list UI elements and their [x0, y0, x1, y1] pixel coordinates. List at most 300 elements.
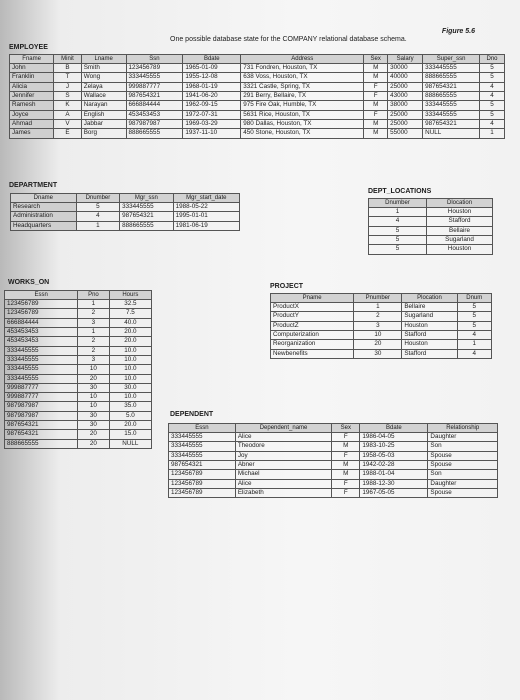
table-cell: M [364, 64, 388, 73]
table-cell: M [364, 119, 388, 128]
table-row [271, 303, 492, 312]
table-cell: ProductX [271, 303, 354, 312]
table-cell: 10.0 [109, 346, 151, 355]
table-cell: 1 [78, 328, 109, 337]
table-cell: 1937-11-10 [183, 129, 241, 138]
table-row [169, 488, 498, 497]
table-cell: 20.0 [109, 421, 151, 430]
table-cell: Daughter [428, 433, 498, 442]
table-cell: 123456789 [169, 470, 236, 479]
table-cell: Computerization [271, 331, 354, 340]
table-cell: F [364, 110, 388, 119]
table-row [5, 383, 152, 392]
table-row [10, 82, 505, 91]
table-cell: 1 [457, 340, 491, 349]
table-row [5, 309, 152, 318]
table-cell: 1995-01-01 [173, 212, 239, 221]
table-cell: 666884444 [126, 101, 183, 110]
table-cell: Alicia [10, 82, 54, 91]
table-cell: 987654321 [126, 92, 183, 101]
column-header: Dno [480, 55, 505, 64]
table-cell: M [364, 73, 388, 82]
table-cell: 25000 [388, 110, 423, 119]
table-cell: 2 [78, 346, 109, 355]
table-cell: English [81, 110, 126, 119]
table-cell: 32.5 [109, 300, 151, 309]
table-cell: 888665555 [120, 221, 173, 230]
table-cell: Newbenefits [271, 349, 354, 358]
table-cell: Joyce [10, 110, 54, 119]
table-cell: Ramesh [10, 101, 54, 110]
project-table [270, 293, 492, 359]
table-cell: Sugarland [402, 312, 457, 321]
table-cell: Borg [81, 129, 126, 138]
table-cell: Spouse [428, 488, 498, 497]
table-cell: A [54, 110, 81, 119]
column-header: Essn [5, 291, 78, 300]
table-cell: 4 [480, 119, 505, 128]
figure-label: Figure 5.6 [441, 28, 475, 35]
table-row [5, 355, 152, 364]
table-cell: Alice [235, 479, 331, 488]
table-cell: 40.0 [109, 318, 151, 327]
table-cell: 5 [369, 236, 427, 245]
table-cell: B [54, 64, 81, 73]
table-cell: 3 [78, 318, 109, 327]
table-cell: F [332, 433, 360, 442]
column-header: Pname [271, 294, 354, 303]
table-row [5, 337, 152, 346]
table-cell: 333445555 [5, 346, 78, 355]
column-header: Sex [364, 55, 388, 64]
table-row [169, 470, 498, 479]
table-cell: 1965-01-09 [183, 64, 241, 73]
table-cell: Headquarters [11, 221, 77, 230]
table-cell: F [332, 488, 360, 497]
column-header: Relationship [428, 424, 498, 433]
table-cell: 1988-12-30 [360, 479, 428, 488]
column-header: Sex [332, 424, 360, 433]
table-row [271, 312, 492, 321]
table-cell: 20 [78, 374, 109, 383]
table-cell: 888665555 [423, 92, 480, 101]
table-cell: Research [11, 203, 77, 212]
table-cell: NULL [423, 129, 480, 138]
table-row [5, 374, 152, 383]
table-cell: 5631 Rice, Houston, TX [241, 110, 364, 119]
table-row [5, 328, 152, 337]
table-cell: 1942-02-28 [360, 461, 428, 470]
table-row [5, 346, 152, 355]
table-cell: 3 [78, 355, 109, 364]
table-cell: 999887777 [126, 82, 183, 91]
table-cell: 1969-03-29 [183, 119, 241, 128]
table-row [5, 318, 152, 327]
table-cell: 333445555 [423, 64, 480, 73]
table-cell: 1962-09-15 [183, 101, 241, 110]
column-header: Mgr_start_date [173, 194, 239, 203]
table-row [10, 129, 505, 138]
table-cell: 453453453 [5, 328, 78, 337]
table-cell: Joy [235, 451, 331, 460]
table-cell: Houston [402, 340, 457, 349]
table-cell: Narayan [81, 101, 126, 110]
table-cell: 1 [354, 303, 402, 312]
column-header: Dnumber [76, 194, 119, 203]
table-cell: F [364, 92, 388, 101]
column-header: Salary [388, 55, 423, 64]
header-row [10, 55, 505, 64]
table-cell: M [364, 129, 388, 138]
table-row [10, 101, 505, 110]
table-cell: 123456789 [5, 309, 78, 318]
table-cell: 5 [480, 64, 505, 73]
table-cell: M [332, 461, 360, 470]
column-header: Dependent_name [235, 424, 331, 433]
table-row [5, 300, 152, 309]
table-cell: 987987987 [5, 411, 78, 420]
table-row [169, 451, 498, 460]
table-cell: M [332, 470, 360, 479]
table-cell: Bellaire [402, 303, 457, 312]
table-cell: 10.0 [109, 393, 151, 402]
table-row [5, 402, 152, 411]
table-cell: F [332, 451, 360, 460]
table-cell: 638 Voss, Houston, TX [241, 73, 364, 82]
table-cell: 1 [369, 208, 427, 217]
table-row [5, 430, 152, 439]
table-cell: 38000 [388, 101, 423, 110]
table-cell: 5 [369, 245, 427, 254]
table-cell: 30.0 [109, 383, 151, 392]
table-cell: Stafford [402, 349, 457, 358]
table-cell: Jabbar [81, 119, 126, 128]
table-row [10, 73, 505, 82]
table-cell: S [54, 92, 81, 101]
table-cell: 2 [78, 309, 109, 318]
table-cell: 20.0 [109, 337, 151, 346]
table-cell: Wallace [81, 92, 126, 101]
table-cell: Houston [427, 245, 493, 254]
department-table [10, 193, 240, 231]
table-cell: 15.0 [109, 430, 151, 439]
table-cell: 10 [78, 365, 109, 374]
column-header: Bdate [183, 55, 241, 64]
table-cell: 987654321 [169, 461, 236, 470]
column-header: Minit [54, 55, 81, 64]
table-cell: 4 [480, 82, 505, 91]
column-header: Plocation [402, 294, 457, 303]
table-cell: ProductZ [271, 321, 354, 330]
table-row [169, 442, 498, 451]
table-cell: Houston [402, 321, 457, 330]
header-row [271, 294, 492, 303]
table-row [10, 64, 505, 73]
table-cell: 1983-10-25 [360, 442, 428, 451]
table-cell: Houston [427, 208, 493, 217]
table-cell: Spouse [428, 461, 498, 470]
header-row [5, 291, 152, 300]
table-cell: 5 [76, 203, 119, 212]
table-cell: 333445555 [120, 203, 173, 212]
table-cell: V [54, 119, 81, 128]
table-cell: 1 [78, 300, 109, 309]
table-cell: 333445555 [5, 365, 78, 374]
employee-title: EMPLOYEE [9, 44, 48, 51]
table-cell: 7.5 [109, 309, 151, 318]
table-row [5, 439, 152, 448]
table-cell: 987654321 [120, 212, 173, 221]
table-cell: 333445555 [169, 442, 236, 451]
table-cell: 25000 [388, 82, 423, 91]
table-cell: 5 [480, 101, 505, 110]
dependent-title: DEPENDENT [170, 411, 214, 418]
column-header: Pno [78, 291, 109, 300]
project-title: PROJECT [270, 283, 304, 290]
table-row [271, 331, 492, 340]
column-header: Mgr_ssn [120, 194, 173, 203]
table-cell: Stafford [402, 331, 457, 340]
column-header: Super_ssn [423, 55, 480, 64]
column-header: Dname [11, 194, 77, 203]
works-on-title: WORKS_ON [8, 279, 50, 286]
table-cell: 5 [369, 226, 427, 235]
table-cell: 888665555 [5, 439, 78, 448]
table-cell: 453453453 [126, 110, 183, 119]
table-cell: 666884444 [5, 318, 78, 327]
table-cell: 25000 [388, 119, 423, 128]
table-row [5, 365, 152, 374]
table-cell: NULL [109, 439, 151, 448]
column-header: Dnum [457, 294, 491, 303]
table-cell: Franklin [10, 73, 54, 82]
table-row [369, 217, 493, 226]
table-cell: 987654321 [423, 119, 480, 128]
dept-locations-table [368, 198, 493, 255]
table-cell: Reorganization [271, 340, 354, 349]
table-cell: 2 [354, 312, 402, 321]
table-cell: 987987987 [5, 402, 78, 411]
table-cell: 10 [354, 331, 402, 340]
table-cell: 1967-05-05 [360, 488, 428, 497]
table-cell: 10 [78, 402, 109, 411]
table-cell: Theodore [235, 442, 331, 451]
table-cell: 30 [78, 383, 109, 392]
table-cell: 333445555 [5, 355, 78, 364]
table-cell: 43000 [388, 92, 423, 101]
table-cell: J [54, 82, 81, 91]
table-row [271, 321, 492, 330]
table-cell: Daughter [428, 479, 498, 488]
table-row [369, 208, 493, 217]
table-cell: 888665555 [126, 129, 183, 138]
table-cell: 1 [480, 129, 505, 138]
table-cell: 1988-01-04 [360, 470, 428, 479]
table-cell: M [364, 101, 388, 110]
table-cell: 20.0 [109, 328, 151, 337]
table-row [369, 226, 493, 235]
table-cell: 291 Berry, Bellaire, TX [241, 92, 364, 101]
table-cell: Bellaire [427, 226, 493, 235]
table-cell: Alice [235, 433, 331, 442]
column-header: Fname [10, 55, 54, 64]
table-cell: F [364, 82, 388, 91]
table-cell: 30 [78, 411, 109, 420]
table-cell: Stafford [427, 217, 493, 226]
table-cell: 5 [457, 303, 491, 312]
table-cell: 1955-12-08 [183, 73, 241, 82]
table-cell: 333445555 [126, 73, 183, 82]
table-row [271, 349, 492, 358]
table-cell: 987654321 [5, 430, 78, 439]
table-row [10, 119, 505, 128]
employee-table [9, 54, 505, 139]
table-cell: 987654321 [423, 82, 480, 91]
table-row [271, 340, 492, 349]
table-cell: 30 [354, 349, 402, 358]
table-cell: K [54, 101, 81, 110]
table-row [11, 203, 240, 212]
table-row [10, 92, 505, 101]
table-cell: Spouse [428, 451, 498, 460]
table-cell: 3321 Castle, Spring, TX [241, 82, 364, 91]
table-cell: 55000 [388, 129, 423, 138]
table-row [5, 393, 152, 402]
table-cell: John [10, 64, 54, 73]
table-cell: 5.0 [109, 411, 151, 420]
table-cell: E [54, 129, 81, 138]
dependent-table [168, 423, 498, 498]
table-cell: 333445555 [169, 433, 236, 442]
figure-caption: One possible database state for the COMPANY relational database schema. [170, 36, 407, 43]
table-cell: 10 [78, 393, 109, 402]
table-cell: Zelaya [81, 82, 126, 91]
table-cell: 975 Fire Oak, Humble, TX [241, 101, 364, 110]
table-cell: 5 [457, 312, 491, 321]
column-header: Lname [81, 55, 126, 64]
table-cell: 4 [369, 217, 427, 226]
table-cell: 987987987 [126, 119, 183, 128]
column-header: Dlocation [427, 199, 493, 208]
table-cell: Wong [81, 73, 126, 82]
column-header: Hours [109, 291, 151, 300]
table-cell: Sugarland [427, 236, 493, 245]
table-cell: Ahmad [10, 119, 54, 128]
table-cell: 35.0 [109, 402, 151, 411]
table-cell: 5 [457, 321, 491, 330]
table-row [11, 212, 240, 221]
table-row [5, 411, 152, 420]
table-cell: 4 [480, 92, 505, 101]
table-cell: 123456789 [5, 300, 78, 309]
table-cell: 1941-06-20 [183, 92, 241, 101]
table-cell: 30 [78, 421, 109, 430]
table-cell: T [54, 73, 81, 82]
table-cell: 30000 [388, 64, 423, 73]
table-cell: 123456789 [169, 479, 236, 488]
department-title: DEPARTMENT [9, 182, 58, 189]
table-cell: 450 Stone, Houston, TX [241, 129, 364, 138]
table-cell: 10.0 [109, 355, 151, 364]
table-cell: Michael [235, 470, 331, 479]
table-row [11, 221, 240, 230]
table-cell: Abner [235, 461, 331, 470]
table-cell: 1988-05-22 [173, 203, 239, 212]
table-cell: 1 [76, 221, 119, 230]
table-cell: 1986-04-05 [360, 433, 428, 442]
table-cell: 999887777 [5, 383, 78, 392]
table-cell: 4 [76, 212, 119, 221]
table-cell: 731 Fondren, Houston, TX [241, 64, 364, 73]
table-cell: M [332, 442, 360, 451]
table-cell: 980 Dallas, Houston, TX [241, 119, 364, 128]
table-cell: 333445555 [423, 110, 480, 119]
column-header: Pnumber [354, 294, 402, 303]
table-cell: 4 [457, 331, 491, 340]
table-row [369, 236, 493, 245]
table-row [369, 245, 493, 254]
table-row [169, 433, 498, 442]
table-cell: 333445555 [169, 451, 236, 460]
table-cell: 20 [78, 430, 109, 439]
table-cell: Elizabeth [235, 488, 331, 497]
table-cell: Son [428, 442, 498, 451]
table-cell: 2 [78, 337, 109, 346]
column-header: Address [241, 55, 364, 64]
table-cell: F [332, 479, 360, 488]
table-cell: Smith [81, 64, 126, 73]
table-cell: 40000 [388, 73, 423, 82]
table-cell: 987654321 [5, 421, 78, 430]
header-row [11, 194, 240, 203]
column-header: Dnumber [369, 199, 427, 208]
table-cell: 20 [78, 439, 109, 448]
table-cell: 1968-01-19 [183, 82, 241, 91]
table-row [169, 479, 498, 488]
table-cell: 20 [354, 340, 402, 349]
table-cell: 888665555 [423, 73, 480, 82]
table-cell: 1958-05-03 [360, 451, 428, 460]
table-cell: ProductY [271, 312, 354, 321]
table-cell: 123456789 [169, 488, 236, 497]
column-header: Bdate [360, 424, 428, 433]
header-row [369, 199, 493, 208]
table-cell: 3 [354, 321, 402, 330]
table-cell: Jennifer [10, 92, 54, 101]
table-cell: 1972-07-31 [183, 110, 241, 119]
works-on-table [4, 290, 152, 449]
table-cell: 1981-06-19 [173, 221, 239, 230]
table-cell: 123456789 [126, 64, 183, 73]
table-cell: 10.0 [109, 374, 151, 383]
table-cell: 333445555 [5, 374, 78, 383]
dept-locations-title: DEPT_LOCATIONS [368, 188, 432, 195]
table-cell: 999887777 [5, 393, 78, 402]
column-header: Essn [169, 424, 236, 433]
table-row [169, 461, 498, 470]
column-header: Ssn [126, 55, 183, 64]
table-cell: 5 [480, 73, 505, 82]
table-cell: 4 [457, 349, 491, 358]
table-cell: Administration [11, 212, 77, 221]
table-cell: 10.0 [109, 365, 151, 374]
table-cell: James [10, 129, 54, 138]
table-cell: Son [428, 470, 498, 479]
table-cell: 453453453 [5, 337, 78, 346]
table-row [5, 421, 152, 430]
table-row [10, 110, 505, 119]
table-cell: 5 [480, 110, 505, 119]
